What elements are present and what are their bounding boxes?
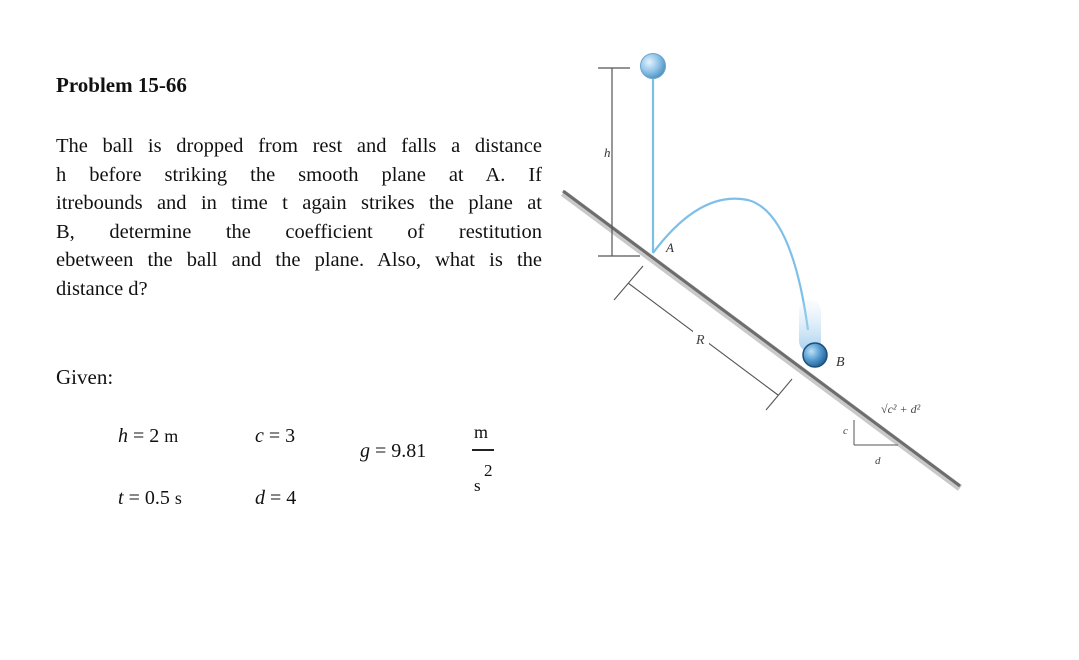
statement-line-2: h before striking the smooth plane at A. If xyxy=(56,163,542,186)
inclined-plane xyxy=(563,191,960,486)
given-heading: Given: xyxy=(56,365,114,389)
g-value: = 9.81 xyxy=(370,440,427,462)
c-symbol: c xyxy=(255,425,264,447)
problem-title: Problem 15-66 xyxy=(56,73,187,97)
point-A-label: A xyxy=(666,240,674,255)
slope-c-label: c xyxy=(843,425,848,437)
g-unit-exponent: 2 xyxy=(484,461,493,480)
g-symbol: g xyxy=(360,440,370,462)
statement-line-4: B, determine the coefficient of restitution xyxy=(56,220,542,243)
slope-d-label: d xyxy=(875,455,881,467)
R-start-tick xyxy=(614,266,643,300)
statement-line-3: itrebounds and in time t again strikes the plane at xyxy=(56,192,542,215)
d-value: = 4 xyxy=(265,487,297,509)
t-value: = 0.5 xyxy=(123,487,175,509)
g-unit-numerator: m xyxy=(474,422,489,442)
inclined-plane-shadow xyxy=(563,193,960,488)
trajectory-path xyxy=(653,199,808,330)
t-unit: s xyxy=(174,488,182,508)
R-end-tick xyxy=(766,379,792,410)
g-unit-denominator: s xyxy=(474,476,481,495)
statement-line-6: distance d? xyxy=(56,277,148,300)
h-label: h xyxy=(604,145,611,160)
t-symbol: t xyxy=(118,487,124,509)
h-symbol: h xyxy=(118,425,128,447)
ball-at-B xyxy=(803,343,827,367)
R-label: R xyxy=(696,333,705,348)
d-symbol: d xyxy=(255,487,265,509)
ball-initial xyxy=(641,54,666,79)
statement-line-1: The ball is dropped from rest and falls a distance xyxy=(56,135,542,157)
c-value: = 3 xyxy=(263,425,296,447)
point-B-label: B xyxy=(836,355,845,370)
slope-hypotenuse-label: √c² + d² xyxy=(881,402,921,416)
h-value: = 2 xyxy=(128,425,165,447)
h-unit: m xyxy=(164,426,179,446)
statement-line-5: ebetween the ball and the plane. Also, what is the xyxy=(56,249,542,272)
